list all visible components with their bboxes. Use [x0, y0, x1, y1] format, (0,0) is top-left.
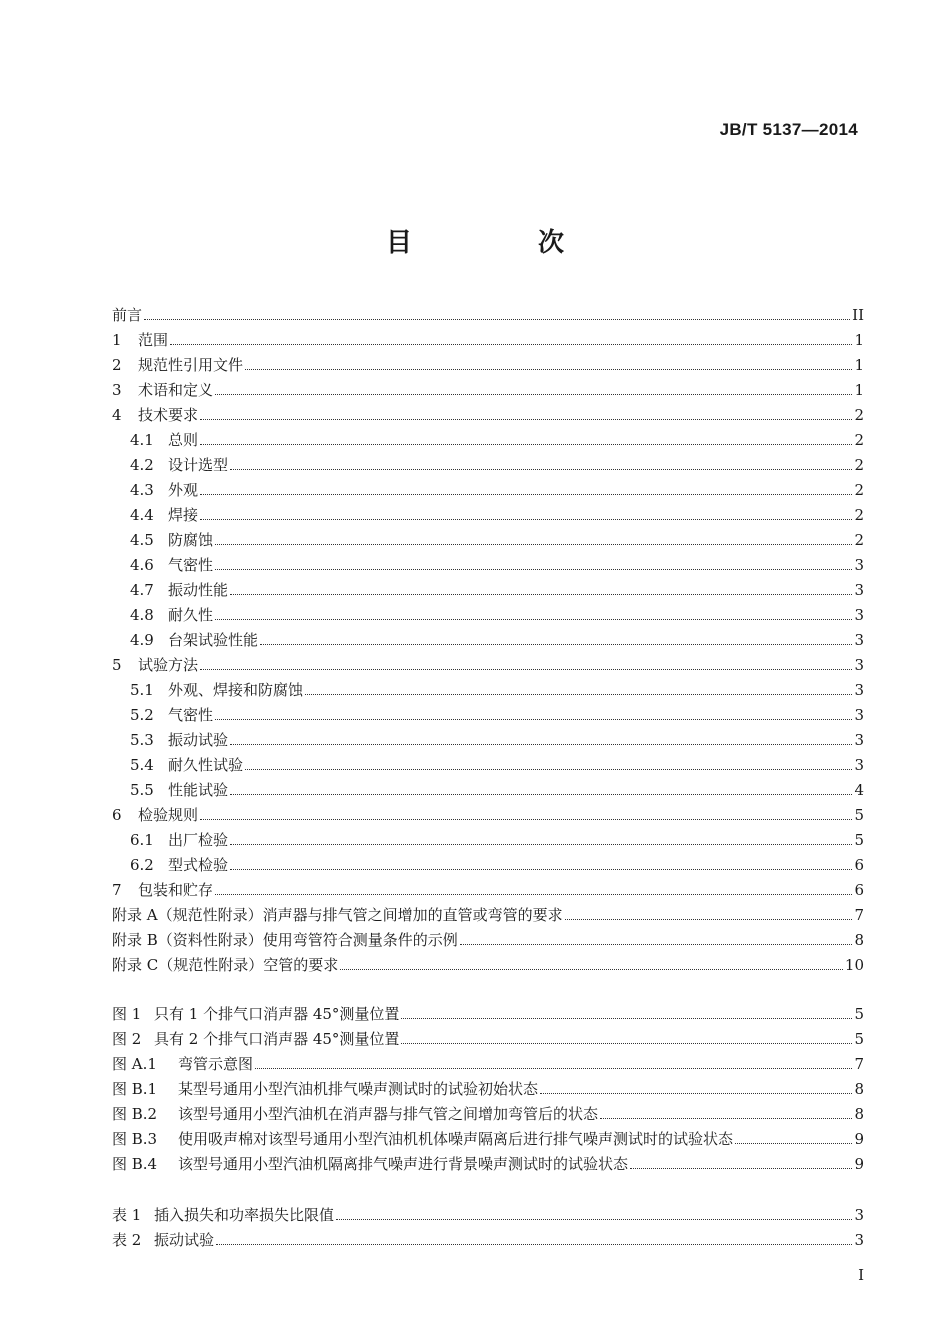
- toc-entry-label: [112, 879, 213, 900]
- table-entry-page: 3: [854, 1206, 864, 1224]
- toc-entry-page: 1: [854, 331, 864, 349]
- figure-entry-label: [112, 1003, 399, 1024]
- table-entry-number: 表 2: [112, 1231, 142, 1249]
- leader-dots: [215, 543, 852, 545]
- figure-entry[interactable]: [112, 1028, 864, 1053]
- toc-entry-number: 4: [112, 406, 122, 424]
- toc-entry-label: [130, 554, 213, 575]
- toc-entry-page: 3: [854, 606, 864, 624]
- page-number: I: [858, 1266, 864, 1284]
- toc-entry-text: 总则: [168, 431, 199, 449]
- toc-entry[interactable]: [112, 329, 864, 354]
- toc-entry-page: II: [852, 306, 864, 324]
- toc-entry-label: [130, 854, 228, 875]
- toc-entry-page: 2: [854, 431, 864, 449]
- figure-entry-label: [112, 1153, 628, 1174]
- leader-dots: [200, 518, 852, 520]
- toc-entry-text: 焊接: [168, 506, 199, 524]
- figure-entry-page: 7: [854, 1055, 864, 1073]
- toc-entry-text: 包装和贮存: [138, 881, 214, 899]
- toc-entry-label: [112, 404, 198, 425]
- figure-entry-number: 图 A.1: [112, 1055, 157, 1073]
- toc-entry-text: 外观: [168, 481, 199, 499]
- toc-entry-text: 台架试验性能: [168, 631, 259, 649]
- figure-entry-number: 图 B.1: [112, 1080, 158, 1098]
- leader-dots: [460, 943, 853, 945]
- toc-entry-number: 4.3: [130, 481, 154, 499]
- toc-entry-number: 5.1: [130, 681, 154, 699]
- toc-entry-text: 附录 B（资料性附录）使用弯管符合测量条件的示例: [112, 931, 458, 949]
- toc-entry-page: 3: [854, 631, 864, 649]
- toc-entry-page: 3: [854, 556, 864, 574]
- figure-entry-page: 8: [854, 1105, 864, 1123]
- toc-entry-number: 4.2: [130, 456, 154, 474]
- toc-entry[interactable]: [112, 604, 864, 629]
- toc-entry-page: 6: [854, 881, 864, 899]
- leader-dots: [200, 443, 852, 445]
- toc-entry-number: 4.6: [130, 556, 154, 574]
- toc-entry[interactable]: [112, 804, 864, 829]
- toc-entry-page: 3: [854, 581, 864, 599]
- table-entry[interactable]: [112, 1204, 864, 1229]
- leader-dots: [230, 593, 852, 595]
- figure-entry[interactable]: [112, 1153, 864, 1178]
- figure-entry-page: 9: [854, 1155, 864, 1173]
- toc-entry-text: 外观、焊接和防腐蚀: [168, 681, 304, 699]
- toc-entry-number: 5.2: [130, 706, 154, 724]
- figure-entry-text: 具有 2 个排气口消声器 45°测量位置: [154, 1030, 400, 1048]
- table-entry-page: 3: [854, 1231, 864, 1249]
- figure-entry-number: 图 B.4: [112, 1155, 158, 1173]
- leader-dots: [540, 1092, 852, 1094]
- toc-entry-number: 5.5: [130, 781, 154, 799]
- toc-entry-text: 规范性引用文件: [138, 356, 244, 374]
- figure-entry[interactable]: [112, 1128, 864, 1153]
- toc-sections: [112, 304, 864, 979]
- figure-entry-text: 该型号通用小型汽油机在消声器与排气管之间增加弯管后的状态: [178, 1105, 599, 1123]
- figure-entry-page: 8: [854, 1080, 864, 1098]
- leader-dots: [401, 1017, 852, 1019]
- toc-entry-text: 试验方法: [138, 656, 199, 674]
- toc-entry-page: 2: [854, 481, 864, 499]
- toc-entry-text: 检验规则: [138, 806, 199, 824]
- leader-dots: [144, 318, 850, 320]
- leader-dots: [630, 1167, 852, 1169]
- toc-entry-number: 7: [112, 881, 122, 899]
- figure-entry[interactable]: [112, 1078, 864, 1103]
- toc-entry[interactable]: [112, 529, 864, 554]
- toc-entry-label: [130, 479, 198, 500]
- leader-dots: [245, 368, 852, 370]
- toc-entry[interactable]: [112, 754, 864, 779]
- toc-entry-number: 2: [112, 356, 122, 374]
- table-entry-label: [112, 1229, 214, 1250]
- page-title: 目 次: [385, 228, 614, 258]
- table-entry-number: 表 1: [112, 1206, 142, 1224]
- toc-entry-label: [112, 804, 198, 825]
- toc-entry-label: [112, 904, 563, 925]
- figure-entry-label: [112, 1078, 538, 1099]
- toc-entry-page: 10: [844, 956, 864, 974]
- toc-entry-text: 振动性能: [168, 581, 229, 599]
- toc-entry-page: 7: [854, 906, 864, 924]
- toc-entry-page: 5: [854, 806, 864, 824]
- toc-entry-number: 5.4: [130, 756, 154, 774]
- toc-entry-page: 3: [854, 656, 864, 674]
- toc-entry-page: 6: [854, 856, 864, 874]
- figure-entry-label: [112, 1053, 253, 1074]
- toc-entry-page: 2: [854, 406, 864, 424]
- leader-dots: [260, 643, 852, 645]
- leader-dots: [735, 1142, 852, 1144]
- leader-dots: [336, 1218, 852, 1220]
- leader-dots: [200, 418, 852, 420]
- leader-dots: [340, 968, 843, 970]
- toc-entry-page: 4: [854, 781, 864, 799]
- toc-entry[interactable]: [112, 354, 864, 379]
- toc-entry-text: 型式检验: [168, 856, 229, 874]
- toc-entry[interactable]: [112, 679, 864, 704]
- figure-entry-page: 9: [854, 1130, 864, 1148]
- figure-entry-label: [112, 1028, 399, 1049]
- toc-entry-label: [130, 754, 243, 775]
- toc-entry-number: 4.8: [130, 606, 154, 624]
- toc-entry[interactable]: [112, 729, 864, 754]
- toc-entry-number: 5.3: [130, 731, 154, 749]
- toc-entry-number: 4.4: [130, 506, 154, 524]
- toc-entry-label: [130, 679, 303, 700]
- leader-dots: [230, 793, 852, 795]
- table-entry[interactable]: [112, 1229, 864, 1254]
- toc-entry-text: 出厂检验: [168, 831, 229, 849]
- figure-entry-number: 图 B.3: [112, 1130, 158, 1148]
- toc-entry-label: [130, 579, 228, 600]
- toc-entry[interactable]: [112, 854, 864, 879]
- table-entry-text: 插入损失和功率损失比限值: [154, 1206, 335, 1224]
- leader-dots: [230, 843, 852, 845]
- toc-entry-label: [130, 629, 258, 650]
- figure-entry-text: 只有 1 个排气口消声器 45°测量位置: [154, 1005, 400, 1023]
- leader-dots: [216, 1243, 852, 1245]
- leader-dots: [230, 468, 852, 470]
- toc-entry-number: 1: [112, 331, 122, 349]
- leader-dots: [305, 693, 852, 695]
- toc-entry-label: [112, 929, 458, 950]
- toc-entry-text: 防腐蚀: [168, 531, 214, 549]
- toc-entry-page: 2: [854, 531, 864, 549]
- toc-entry[interactable]: [112, 554, 864, 579]
- figure-entry[interactable]: [112, 1053, 864, 1078]
- leader-dots: [401, 1042, 852, 1044]
- toc-entry-page: 8: [854, 931, 864, 949]
- figure-entry-number: 图 1: [112, 1005, 142, 1023]
- toc-entry[interactable]: [112, 779, 864, 804]
- figure-entry[interactable]: [112, 1103, 864, 1128]
- toc-entry-label: [112, 304, 142, 325]
- leader-dots: [215, 568, 852, 570]
- toc-entry-page: 3: [854, 731, 864, 749]
- leader-dots: [230, 868, 852, 870]
- toc-entry-text: 气密性: [168, 556, 214, 574]
- toc-entry-label: [112, 954, 338, 975]
- figure-entry[interactable]: [112, 1003, 864, 1028]
- toc-entry-label: [130, 829, 228, 850]
- toc-entry-number: 3: [112, 381, 122, 399]
- table-entry-label: [112, 1204, 334, 1225]
- leader-dots: [230, 743, 852, 745]
- toc-entry-number: 4.1: [130, 431, 154, 449]
- figure-entry-page: 5: [854, 1005, 864, 1023]
- toc-entry[interactable]: [112, 629, 864, 654]
- leader-dots: [600, 1117, 852, 1119]
- toc-entry-page: 3: [854, 681, 864, 699]
- toc-entry-page: 3: [854, 756, 864, 774]
- toc-entry-number: 5: [112, 656, 122, 674]
- leader-dots: [200, 818, 852, 820]
- toc-entry[interactable]: [112, 379, 864, 404]
- toc-entry-text: 技术要求: [138, 406, 199, 424]
- figure-entry-number: 图 B.2: [112, 1105, 158, 1123]
- toc-entry-number: 4.7: [130, 581, 154, 599]
- toc-entry-page: 3: [854, 706, 864, 724]
- toc-entry-text: 振动试验: [168, 731, 229, 749]
- toc-entry[interactable]: [112, 904, 864, 929]
- toc-entry[interactable]: [112, 304, 864, 329]
- toc-entry-label: [112, 379, 213, 400]
- toc-entry-number: 6.2: [130, 856, 154, 874]
- figure-entry-label: [112, 1128, 733, 1149]
- figure-entry-text: 该型号通用小型汽油机隔离排气噪声进行背景噪声测试时的试验状态: [178, 1155, 629, 1173]
- toc-entry-text: 耐久性试验: [168, 756, 244, 774]
- figure-entry-text: 某型号通用小型汽油机排气噪声测试时的试验初始状态: [178, 1080, 539, 1098]
- leader-dots: [200, 493, 852, 495]
- toc-entry-text: 范围: [138, 331, 169, 349]
- toc-entry-page: 5: [854, 831, 864, 849]
- toc-entry[interactable]: [112, 829, 864, 854]
- toc-entry-number: 4.5: [130, 531, 154, 549]
- toc-entry-label: [130, 454, 228, 475]
- leader-dots: [215, 618, 852, 620]
- toc-entry-label: [130, 429, 198, 450]
- toc-entry-text: 术语和定义: [138, 381, 214, 399]
- toc-entry-text: 附录 A（规范性附录）消声器与排气管之间增加的直管或弯管的要求: [112, 906, 563, 924]
- toc-entry-page: 2: [854, 456, 864, 474]
- toc-entry-label: [130, 604, 213, 625]
- toc-entry-text: 性能试验: [168, 781, 229, 799]
- standard-code: JB/T 5137—2014: [719, 120, 858, 139]
- toc-entry[interactable]: [112, 704, 864, 729]
- leader-dots: [215, 718, 852, 720]
- toc-entry-number: 6: [112, 806, 122, 824]
- toc-entry[interactable]: [112, 504, 864, 529]
- leader-dots: [245, 768, 852, 770]
- toc-tables: [112, 1204, 864, 1254]
- toc-entry-number: 4.9: [130, 631, 154, 649]
- leader-dots: [170, 343, 852, 345]
- toc-entry-label: [130, 704, 213, 725]
- toc-entry-text: 附录 C（规范性附录）空管的要求: [112, 956, 339, 974]
- toc-entry-label: [112, 654, 198, 675]
- table-entry-text: 振动试验: [154, 1231, 215, 1249]
- toc-entry-label: [130, 729, 228, 750]
- toc-entry[interactable]: [112, 479, 864, 504]
- figure-entry-text: 弯管示意图: [178, 1055, 254, 1073]
- leader-dots: [215, 893, 852, 895]
- toc-entry[interactable]: [112, 404, 864, 429]
- toc-entry-page: 1: [854, 356, 864, 374]
- toc-figures: [112, 1003, 864, 1178]
- toc-entry-page: 1: [854, 381, 864, 399]
- toc-entry-page: 2: [854, 506, 864, 524]
- toc-entry[interactable]: [112, 454, 864, 479]
- figure-entry-label: [112, 1103, 598, 1124]
- leader-dots: [255, 1067, 852, 1069]
- toc-entry-text: 设计选型: [168, 456, 229, 474]
- figure-entry-number: 图 2: [112, 1030, 142, 1048]
- leader-dots: [215, 393, 852, 395]
- toc-entry-text: 耐久性: [168, 606, 214, 624]
- toc-entry[interactable]: [112, 579, 864, 604]
- toc-entry[interactable]: [112, 429, 864, 454]
- toc-entry-label: [130, 504, 198, 525]
- toc-entry-number: 6.1: [130, 831, 154, 849]
- leader-dots: [565, 918, 853, 920]
- toc-entry[interactable]: [112, 654, 864, 679]
- toc-entry-text: 气密性: [168, 706, 214, 724]
- toc-entry-text: 前言: [112, 306, 143, 324]
- toc-entry-label: [130, 529, 213, 550]
- figure-entry-page: 5: [854, 1030, 864, 1048]
- toc-entry[interactable]: [112, 929, 864, 954]
- toc-entry[interactable]: [112, 879, 864, 904]
- toc-entry-label: [112, 329, 168, 350]
- toc-entry[interactable]: [112, 954, 864, 979]
- leader-dots: [200, 668, 852, 670]
- figure-entry-text: 使用吸声棉对该型号通用小型汽油机机体噪声隔离后进行排气噪声测试时的试验状态: [178, 1130, 734, 1148]
- toc-entry-label: [130, 779, 228, 800]
- toc-entry-label: [112, 354, 243, 375]
